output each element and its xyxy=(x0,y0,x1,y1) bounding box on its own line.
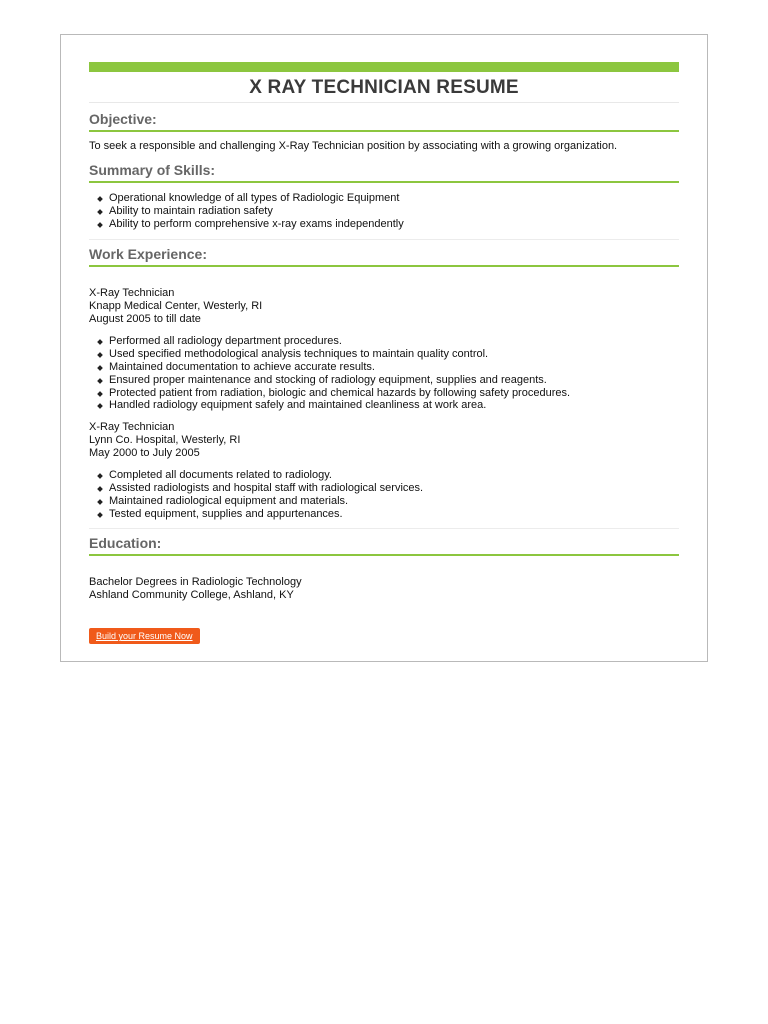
list-item: Ability to maintain radiation safety xyxy=(97,205,679,218)
job-title: X-Ray Technician xyxy=(89,421,175,434)
education-heading: Education: xyxy=(89,535,162,552)
list-item: Used specified methodological analysis techniques to maintain quality control. xyxy=(97,348,679,361)
skills-divider xyxy=(89,181,679,183)
header-accent-bar xyxy=(89,62,679,72)
cta-wrapper xyxy=(89,626,679,644)
education-school: Ashland Community College, Ashland, KY xyxy=(89,589,294,602)
list-item: Ability to perform comprehensive x-ray exams independently xyxy=(97,218,679,231)
job-entry xyxy=(89,421,679,520)
job-employer: Knapp Medical Center, Westerly, RI xyxy=(89,300,263,313)
job-title: X-Ray Technician xyxy=(89,287,175,300)
education-divider xyxy=(89,554,679,556)
list-item: Maintained radiological equipment and materials. xyxy=(97,495,679,508)
experience-heading: Work Experience: xyxy=(89,246,208,263)
job-dates: May 2000 to July 2005 xyxy=(89,447,200,460)
job-employer: Lynn Co. Hospital, Westerly, RI xyxy=(89,434,241,447)
list-item: Completed all documents related to radiology. xyxy=(97,469,679,482)
education-degree: Bachelor Degrees in Radiologic Technology xyxy=(89,576,302,589)
job-entry xyxy=(89,287,679,412)
list-item: Handled radiology equipment safely and maintained cleanliness at work area. xyxy=(97,399,679,412)
objective-section xyxy=(89,111,679,153)
experience-divider xyxy=(89,265,679,267)
list-item: Operational knowledge of all types of Radiologic Equipment xyxy=(97,192,679,205)
skills-section xyxy=(89,162,679,240)
resume-content xyxy=(89,62,679,644)
list-item: Ensured proper maintenance and stocking of radiology equipment, supplies and reagents. xyxy=(97,374,679,387)
job-duties-list xyxy=(89,335,679,412)
education-section xyxy=(89,535,679,602)
list-item: Maintained documentation to achieve accurate results. xyxy=(97,361,679,374)
skills-end-divider xyxy=(89,239,679,240)
skills-list xyxy=(89,192,679,230)
list-item: Assisted radiologists and hospital staff with radiological services. xyxy=(97,482,679,495)
title-divider xyxy=(89,102,679,103)
objective-text: To seek a responsible and challenging X-Ray Technician position by associating with a growing organization. xyxy=(89,140,618,152)
objective-heading: Objective: xyxy=(89,111,157,127)
list-item: Tested equipment, supplies and appurtenances. xyxy=(97,508,679,521)
experience-section xyxy=(89,246,679,529)
skills-heading: Summary of Skills: xyxy=(89,162,216,178)
build-resume-button[interactable]: Build your Resume Now xyxy=(89,628,200,644)
resume-title: X RAY TECHNICIAN RESUME xyxy=(249,77,519,98)
list-item: Protected patient from radiation, biologic and chemical hazards by following safety procedures. xyxy=(97,387,679,400)
job-duties-list xyxy=(89,469,679,520)
job-dates: August 2005 to till date xyxy=(89,313,201,326)
objective-divider xyxy=(89,130,679,132)
list-item: Performed all radiology department procedures. xyxy=(97,335,679,348)
experience-end-divider xyxy=(89,528,679,529)
